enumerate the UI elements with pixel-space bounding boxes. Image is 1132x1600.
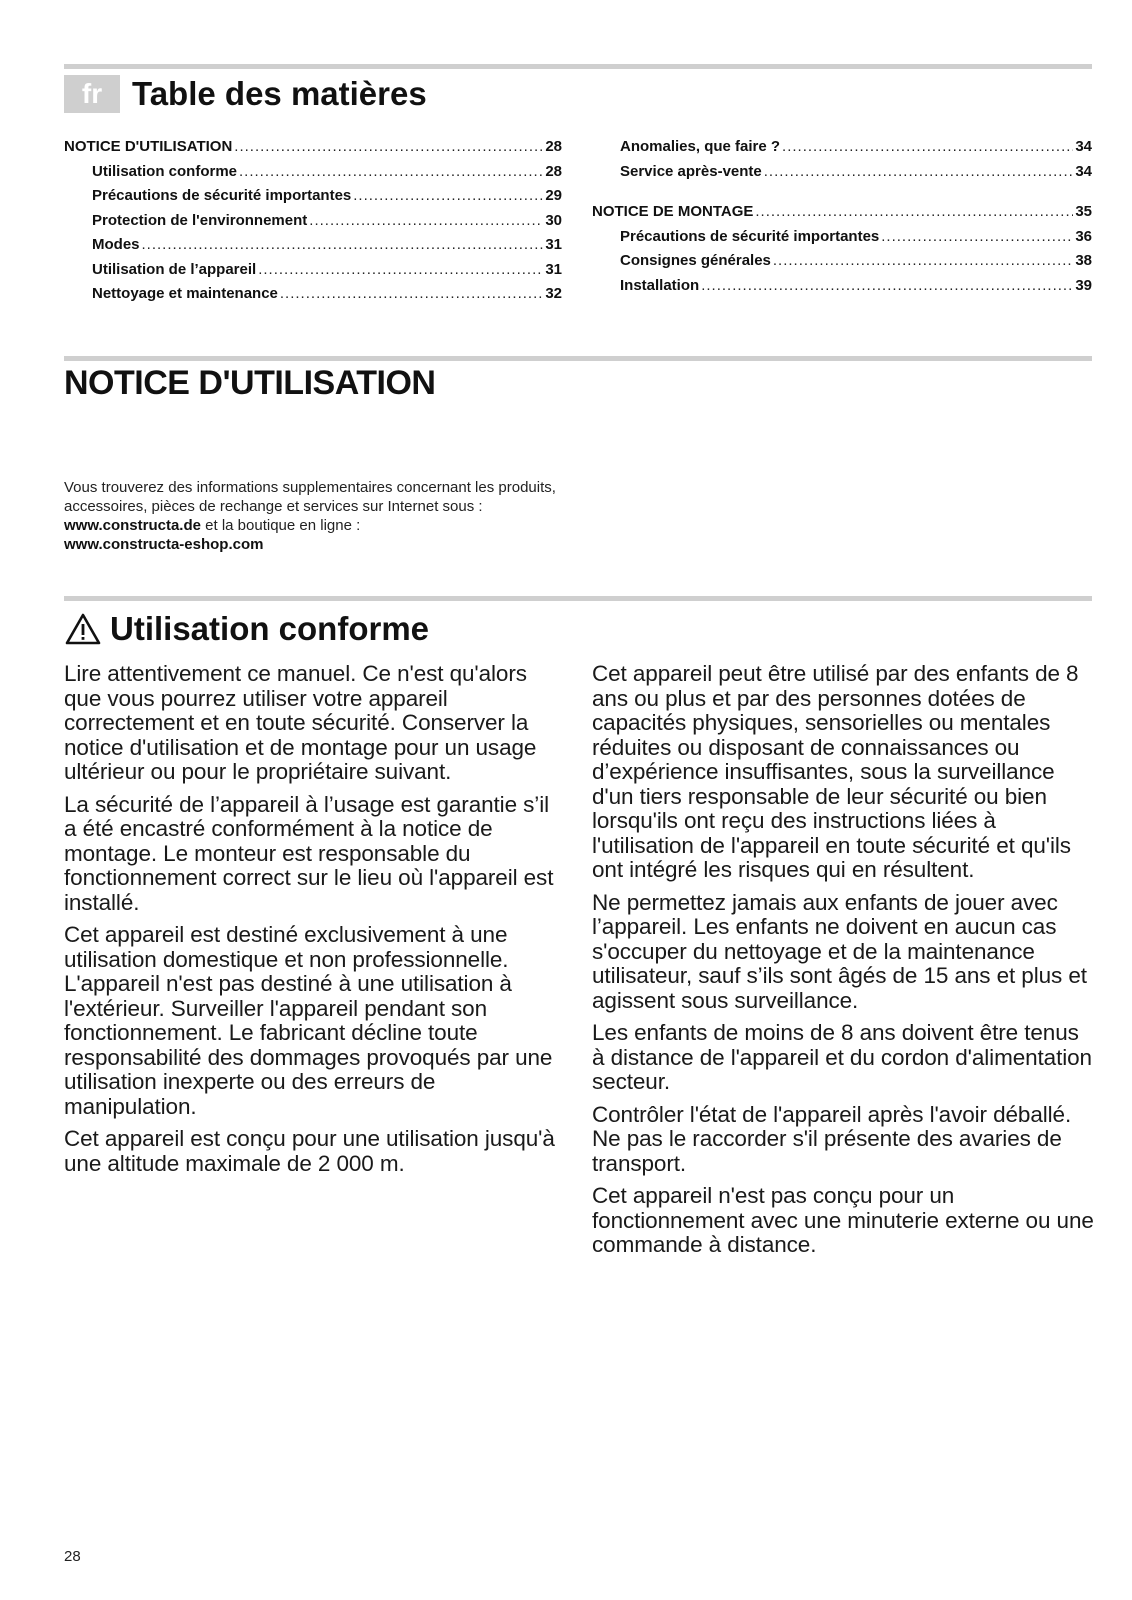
- section-divider: [64, 596, 1092, 601]
- toc-leader-dots: [782, 138, 1073, 155]
- body-paragraph: Cet appareil est conçu pour une utilisation jusqu'à une altitude maximale de 2 000 m.: [64, 1126, 555, 1176]
- toc-entry[interactable]: [64, 285, 562, 310]
- toc-entry-page: 28: [545, 138, 562, 155]
- toc-leader-dots: [280, 285, 543, 302]
- body-paragraph: Ne permettez jamais aux enfants de jouer avec l’appareil. Les enfants ne doivent en aucun cas s'occuper du nettoyage et de la maintenance utilisateur, sauf s’ils sont âgés de 15 ans et plus et agissent sous surveillance.: [592, 889, 1087, 1013]
- utilisation-header: [64, 610, 429, 648]
- toc-entry[interactable]: [592, 277, 1092, 302]
- toc-leader-dots: [258, 261, 543, 278]
- toc-entry-page: 29: [545, 187, 562, 204]
- toc-entry-label: Anomalies, que faire ?: [620, 138, 781, 155]
- toc-entry[interactable]: [64, 212, 562, 237]
- toc-entry[interactable]: [592, 228, 1092, 253]
- toc-leader-dots: [764, 163, 1074, 180]
- toc-entry-label: Protection de l'environnement: [92, 211, 308, 229]
- page-number: 28: [64, 1548, 81, 1565]
- toc-entry[interactable]: [64, 163, 562, 188]
- toc-entry[interactable]: [592, 138, 1092, 163]
- toc-spacer: [592, 187, 1092, 203]
- toc-entry-page: 36: [1075, 227, 1092, 245]
- toc-entry[interactable]: [64, 236, 562, 261]
- intro-paragraph: [64, 478, 564, 554]
- warning-triangle-icon: [64, 612, 102, 646]
- body-paragraph: Contrôler l'état de l'appareil après l'avoir déballé. Ne pas le raccorder s'il présente des avaries de transport.: [592, 1101, 1072, 1176]
- notice-title: NOTICE D'UTILISATION: [64, 364, 436, 402]
- toc-entry-label: Nettoyage et maintenance: [92, 285, 278, 302]
- toc-entry[interactable]: [64, 261, 562, 286]
- website-link[interactable]: www.constructa.de: [64, 517, 201, 534]
- toc-entry-label: Installation: [620, 276, 700, 294]
- toc-leader-dots: [353, 187, 543, 204]
- toc-leader-dots: [701, 277, 1073, 294]
- toc-leader-dots: [234, 138, 543, 155]
- toc-entry-page: 35: [1075, 203, 1092, 220]
- toc-left-column: [64, 138, 562, 310]
- toc-header: [64, 74, 427, 114]
- toc-entry-label: Service après-vente: [620, 162, 762, 180]
- toc-entry[interactable]: [592, 252, 1092, 277]
- section-divider: [64, 356, 1092, 361]
- toc-leader-dots: [773, 252, 1073, 269]
- toc-entry-page: 34: [1075, 138, 1092, 155]
- toc-entry-label: Utilisation de l’appareil: [92, 260, 257, 278]
- toc-leader-dots: [239, 163, 543, 180]
- body-right-column: [592, 662, 1097, 1266]
- intro-text: Vous trouverez des informations supplementaires concernant les produits, accessoires, pièces de rechange et services sur Internet sous :: [64, 479, 556, 515]
- language-badge: fr: [64, 75, 120, 113]
- toc-entry-page: 32: [545, 285, 562, 302]
- body-paragraph: Cet appareil peut être utilisé par des enfants de 8 ans ou plus et par des personnes dotées de capacités physiques, sensorielles ou mentales réduites ou disposant de connaissances ou d’expérience insuffisantes, sous la surveillance d'un tiers responsable de leur sécurité ou bien lorsqu'ils ont reçu des instructions liées à l'utilisation de l'appareil en toute sécurité et qu'ils ont intégré les risques qui en résultent.: [592, 661, 1079, 882]
- top-divider: [64, 64, 1092, 69]
- toc-entry-page: 28: [545, 162, 562, 180]
- body-left-column: [64, 662, 564, 1184]
- toc-entry-label: Utilisation conforme: [92, 162, 238, 180]
- toc-entry-page: 31: [545, 260, 562, 278]
- toc-entry-label: Modes: [92, 236, 140, 253]
- toc-entry-label: NOTICE D'UTILISATION: [64, 138, 233, 155]
- body-paragraph: La sécurité de l’appareil à l’usage est garantie s’il a été encastré conformément à la notice de montage. Le monteur est responsable du fonctionnement correct sur le lieu où l'appareil est installé.: [64, 791, 554, 915]
- eshop-link[interactable]: www.constructa-eshop.com: [64, 536, 264, 553]
- intro-text: et la boutique en ligne :: [200, 517, 361, 534]
- body-paragraph: Cet appareil est destiné exclusivement à une utilisation domestique et non professionnelle. L'appareil n'est pas destiné à une utilisation à l'extérieur. Surveiller l'appareil pendant son fonctionnement. Le fabricant décline toute responsabilité des dommages provoqués par une utilisation inexperte ou des erreurs de manipulation.: [64, 922, 553, 1119]
- toc-entry-label: Précautions de sécurité importantes: [92, 187, 352, 204]
- toc-leader-dots: [142, 236, 544, 253]
- toc-entry[interactable]: [64, 187, 562, 212]
- toc-title: Table des matières: [132, 75, 427, 112]
- toc-entry[interactable]: [592, 163, 1092, 188]
- body-paragraph: Lire attentivement ce manuel. Ce n'est qu'alors que vous pourrez utiliser votre appareil correctement et en toute sécurité. Conserver la notice d'utilisation et de montage pour un usage ultérieur ou pour le propriétaire suivant.: [64, 661, 537, 784]
- toc-entry[interactable]: [64, 138, 562, 163]
- toc-entry-label: NOTICE DE MONTAGE: [592, 203, 754, 220]
- toc-entry-label: Précautions de sécurité importantes: [620, 227, 880, 245]
- toc-leader-dots: [755, 203, 1073, 220]
- toc-entry-page: 30: [545, 211, 562, 229]
- toc-right-column: [592, 138, 1092, 301]
- toc-entry[interactable]: [592, 203, 1092, 228]
- toc-entry-page: 39: [1075, 276, 1092, 294]
- toc-entry-page: 38: [1075, 252, 1092, 269]
- toc-entry-page: 34: [1075, 162, 1092, 180]
- utilisation-title: Utilisation conforme: [110, 610, 430, 647]
- toc-entry-label: Consignes générales: [620, 252, 771, 269]
- body-paragraph: Les enfants de moins de 8 ans doivent être tenus à distance de l'appareil et du cordon d'alimentation secteur.: [592, 1020, 1092, 1094]
- toc-leader-dots: [309, 212, 543, 229]
- body-paragraph: Cet appareil n'est pas conçu pour un fonctionnement avec une minuterie externe ou une commande à distance.: [592, 1183, 1094, 1257]
- toc-entry-page: 31: [545, 236, 562, 253]
- toc-leader-dots: [881, 228, 1073, 245]
